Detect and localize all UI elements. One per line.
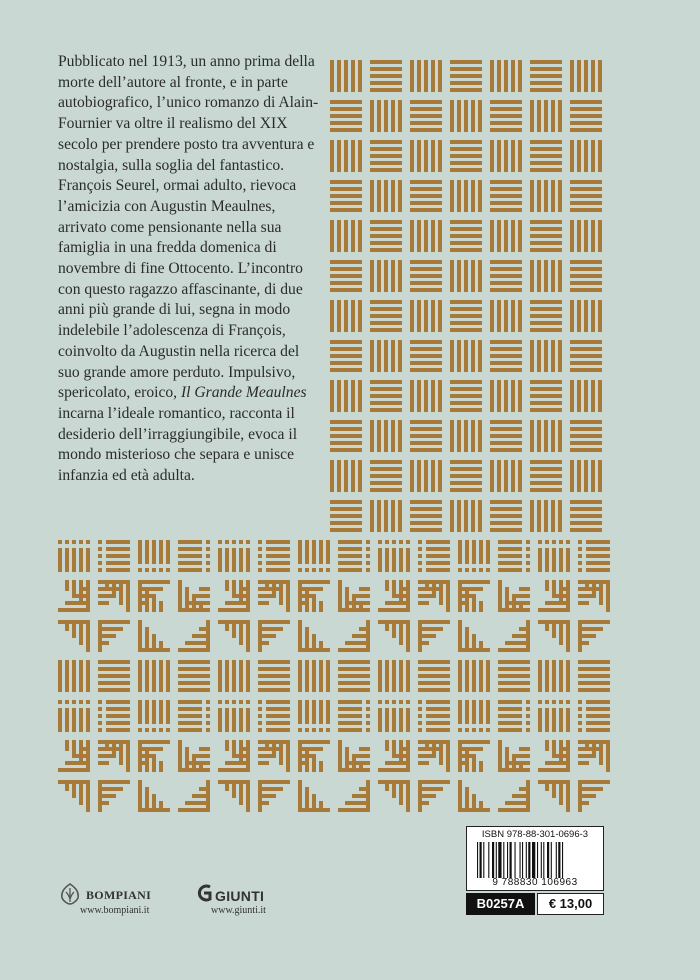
pattern-tile [370,140,402,172]
pattern-tile [530,100,562,132]
pattern-tile [458,580,490,612]
pattern-tile [178,580,210,612]
pattern-tile [330,100,362,132]
pattern-tile [410,420,442,452]
pattern-tile [98,580,130,612]
pattern-tile [530,380,562,412]
pattern-tile [378,580,410,612]
pattern-tile [98,620,130,652]
pattern-tile [370,500,402,532]
pattern-tile [338,740,370,772]
pattern-tile [330,60,362,92]
pattern-tile [450,180,482,212]
pattern-tile [370,180,402,212]
pattern-tile [418,620,450,652]
giunti-logo-icon [195,882,213,904]
pattern-tile [138,740,170,772]
pattern-tile [410,460,442,492]
pattern-tile [410,60,442,92]
pattern-tile [490,380,522,412]
pattern-tile [450,100,482,132]
pattern-tile [370,420,402,452]
pattern-tile [378,620,410,652]
pattern-tile [490,460,522,492]
back-cover-blurb [58,52,320,487]
pattern-tile [218,780,250,812]
pattern-tile [378,740,410,772]
barcode [477,842,595,878]
pattern-tile [458,740,490,772]
pattern-tile [458,700,490,732]
pattern-tile [570,460,602,492]
publisher-giunti [195,882,295,922]
pattern-tile [370,260,402,292]
publisher-url: www.bompiani.it [80,905,150,916]
pattern-tile [258,740,290,772]
pattern-tile [418,740,450,772]
pattern-tile [218,700,250,732]
pattern-tile [530,340,562,372]
pattern-tile [538,580,570,612]
pattern-tile [570,340,602,372]
pattern-tile [258,660,290,692]
pattern-tile [330,180,362,212]
pattern-tile [98,660,130,692]
pattern-tile [410,500,442,532]
pattern-tile [530,180,562,212]
pattern-tile [490,100,522,132]
pattern-tile [450,260,482,292]
pattern-tile [370,300,402,332]
pattern-tile [450,220,482,252]
book-title: Il Grande Meaulnes [180,384,307,402]
pattern-tile [570,380,602,412]
pattern-tile [570,60,602,92]
pattern-tile [58,740,90,772]
pattern-tile [578,700,610,732]
price-label: € 13,00 [537,893,604,915]
isbn-barcode-box [466,826,604,891]
pattern-tile [298,780,330,812]
pattern-tile [218,540,250,572]
pattern-tile [578,580,610,612]
pattern-tile [530,420,562,452]
pattern-tile [330,420,362,452]
pattern-tile [490,60,522,92]
pattern-tile [330,500,362,532]
pattern-tile [538,740,570,772]
pattern-tile [490,140,522,172]
pattern-tile [410,220,442,252]
pattern-tile [298,620,330,652]
pattern-tile [138,620,170,652]
pattern-tile [450,300,482,332]
pattern-tile [298,540,330,572]
pattern-tile [138,780,170,812]
pattern-tile [498,580,530,612]
pattern-tile [138,660,170,692]
pattern-tile [530,500,562,532]
pattern-tile [378,780,410,812]
pattern-tile [578,620,610,652]
pattern-tile [538,660,570,692]
publisher-name: GIUNTI [215,888,265,904]
pattern-tile [458,620,490,652]
pattern-tile [58,700,90,732]
pattern-tile [450,380,482,412]
publisher-bompiani [58,882,178,922]
pattern-tile [530,140,562,172]
pattern-tile [538,780,570,812]
pattern-tile [58,780,90,812]
pattern-tile [178,540,210,572]
pattern-tile [458,540,490,572]
pattern-tile [538,700,570,732]
blurb-text: Pubblicato nel 1913, un anno prima della morte dell’autore al fronte, e in parte autobiografico, l’unico romanzo di Alain-Fournier va oltre il realismo del XIX secolo per prendere posto tra avventura e nostalgia, sulla soglia del fantastico. François Seurel, ormai adulto, rievoca l’amicizia con Augustin Meaulnes, arrivato come pensionante nella sua famiglia in una fredda domenica di novembre di fine Ottocento. L’incontro con questo ragazzo affascinante, di due anni più grande di lui, segna in modo indelebile l’adolescenza di François, coinvolto da Augustin nella ricerca del suo grande amore perduto. Impulsivo, spericolato, eroico, [58,53,319,402]
pattern-tile [498,740,530,772]
pattern-tile [258,780,290,812]
pattern-tile [530,260,562,292]
pattern-tile [330,460,362,492]
pattern-tile [370,340,402,372]
pattern-tile [58,660,90,692]
publisher-name: BOMPIANI [86,888,152,902]
pattern-tile [450,340,482,372]
pattern-tile [178,700,210,732]
pattern-tile [530,220,562,252]
pattern-tile [98,700,130,732]
pattern-tile [570,300,602,332]
pattern-tile [578,660,610,692]
pattern-tile [530,300,562,332]
pattern-tile [370,100,402,132]
pattern-tile [98,740,130,772]
pattern-tile [490,260,522,292]
pattern-tile [410,380,442,412]
pattern-tile [570,260,602,292]
pattern-tile [530,60,562,92]
pattern-tile [570,180,602,212]
pattern-tile [538,620,570,652]
pattern-tile [570,100,602,132]
pattern-tile [498,700,530,732]
pattern-tile [570,500,602,532]
pattern-tile [370,460,402,492]
pattern-tile [98,540,130,572]
pattern-tile [338,580,370,612]
pattern-tile [58,620,90,652]
pattern-tile [338,660,370,692]
pattern-tile [370,380,402,412]
pattern-tile [258,700,290,732]
pattern-tile [490,340,522,372]
pattern-tile [330,340,362,372]
pattern-tile [410,180,442,212]
pattern-tile [58,540,90,572]
pattern-tile [138,540,170,572]
pattern-tile [258,620,290,652]
pattern-tile [450,460,482,492]
pattern-tile [98,780,130,812]
pattern-tile [490,420,522,452]
pattern-tile [450,140,482,172]
pattern-tile [330,140,362,172]
pattern-tile [298,740,330,772]
pattern-tile [138,580,170,612]
pattern-tile [330,380,362,412]
blurb-text-end: incarna l’ideale romantico, racconta il desiderio dell’irraggiungibile, evoca il mondo misterioso che separa e unisce infanzia ed età adulta. [58,404,298,485]
pattern-tile [490,180,522,212]
pattern-tile [378,700,410,732]
pattern-tile [570,420,602,452]
pattern-tile [338,540,370,572]
pattern-tile [410,300,442,332]
pattern-tile [370,60,402,92]
publisher-url: www.giunti.it [211,905,266,916]
pattern-tile [490,500,522,532]
pattern-tile [578,780,610,812]
pattern-tile [410,260,442,292]
pattern-tile [330,220,362,252]
pattern-tile [258,580,290,612]
pattern-tile [450,60,482,92]
pattern-tile [330,260,362,292]
pattern-tile [490,300,522,332]
pattern-tile [178,780,210,812]
pattern-tile [418,540,450,572]
pattern-tile [58,580,90,612]
pattern-tile [298,660,330,692]
pattern-tile [338,620,370,652]
pattern-tile [218,580,250,612]
pattern-tile [258,540,290,572]
pattern-tile [450,500,482,532]
pattern-tile [490,220,522,252]
pattern-tile [498,620,530,652]
pattern-tile [218,620,250,652]
pattern-tile [178,620,210,652]
pattern-tile [378,660,410,692]
pattern-tile [178,660,210,692]
bompiani-logo-icon [58,882,82,906]
pattern-tile [450,420,482,452]
pattern-tile [418,780,450,812]
pattern-tile [530,460,562,492]
pattern-tile [458,660,490,692]
pattern-tile [338,700,370,732]
pattern-tile [418,580,450,612]
isbn-label: ISBN 978-88-301-0696-3 [481,829,589,840]
pattern-tile [330,300,362,332]
pattern-tile [410,100,442,132]
pattern-tile [570,140,602,172]
pattern-tile [538,540,570,572]
pattern-tile [370,220,402,252]
pattern-tile [418,660,450,692]
product-code: B0257A [466,893,535,915]
pattern-tile [570,220,602,252]
pattern-tile [578,540,610,572]
pattern-tile [498,540,530,572]
pattern-tile [138,700,170,732]
pattern-tile [498,660,530,692]
pattern-tile [418,700,450,732]
pattern-tile [378,540,410,572]
pattern-tile [410,340,442,372]
pattern-tile [218,740,250,772]
pattern-tile [178,740,210,772]
pattern-tile [298,580,330,612]
pattern-tile [410,140,442,172]
barcode-digits: 9 788830 106963 [492,877,578,888]
pattern-tile [578,740,610,772]
pattern-tile [498,780,530,812]
pattern-tile [338,780,370,812]
pattern-tile [458,780,490,812]
pattern-tile [218,660,250,692]
pattern-tile [298,700,330,732]
